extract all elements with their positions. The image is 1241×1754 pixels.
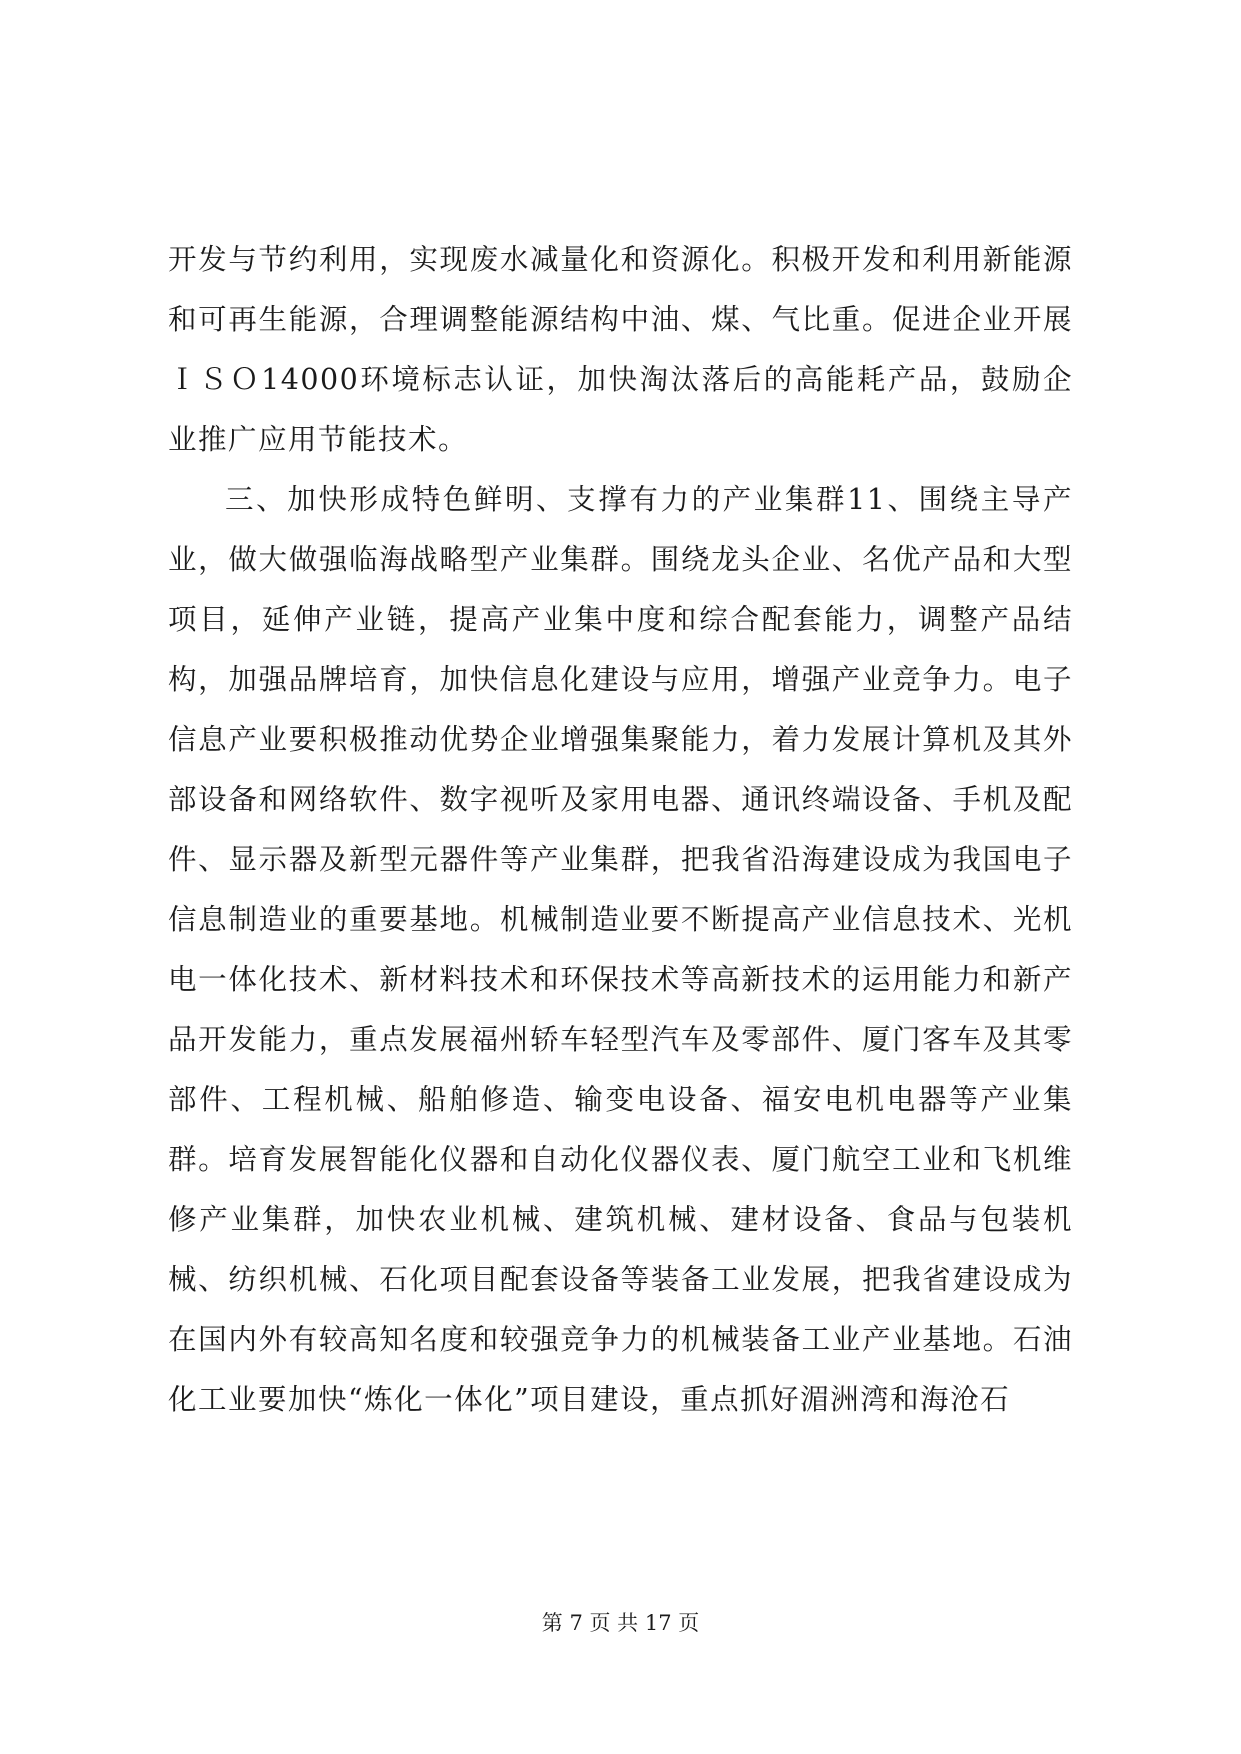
page-footer: 第 7 页 共 17 页	[541, 1611, 700, 1635]
paragraph-industry-clusters: 三、加快形成特色鲜明、支撑有力的产业集群11、围绕主导产业，做大做强临海战略型产业集群。围绕龙头企业、名优产品和大型项目，延伸产业链，提高产业集中度和综合配套能力，调整产品结构，加强品牌培育，加快信息化建设与应用，增强产业竞争力。电子信息产业要积极推动优势企业增强集聚能力，着力发展计算机及其外部设备和网络软件、数字视听及家用电器、通讯终端设备、手机及配件、显示器及新型元器件等产业集群，把我省沿海建设成为我国电子信息制造业的重要基地。机械制造业要不断提高产业信息技术、光机电一体化技术、新材料技术和环保技术等高新技术的运用能力和新产品开发能力，重点发展福州轿车轻型汽车及零部件、厦门客车及其零部件、工程机械、船舶修造、输变电设备、福安电机电器等产业集群。培育发展智能化仪器和自动化仪器仪表、厦门航空工业和飞机维修产业集群，加快农业机械、建筑机械、建材设备、食品与包装机械、纺织机械、石化项目配套设备等装备工业发展，把我省建设成为在国内外有较高知名度和较强竞争力的机械装备工业产业基地。石油化工业要加快“炼化一体化”项目建设，重点抓好湄洲湾和海沧石	[168, 483, 1073, 1416]
document-body	[168, 230, 1073, 1430]
paragraph-continuation: 开发与节约利用，实现废水减量化和资源化。积极开发和利用新能源和可再生能源，合理调整能源结构中油、煤、气比重。促进企业开展ＩＳＯ14000环境标志认证，加快淘汰落后的高能耗产品，鼓励企业推广应用节能技术。	[168, 243, 1073, 456]
